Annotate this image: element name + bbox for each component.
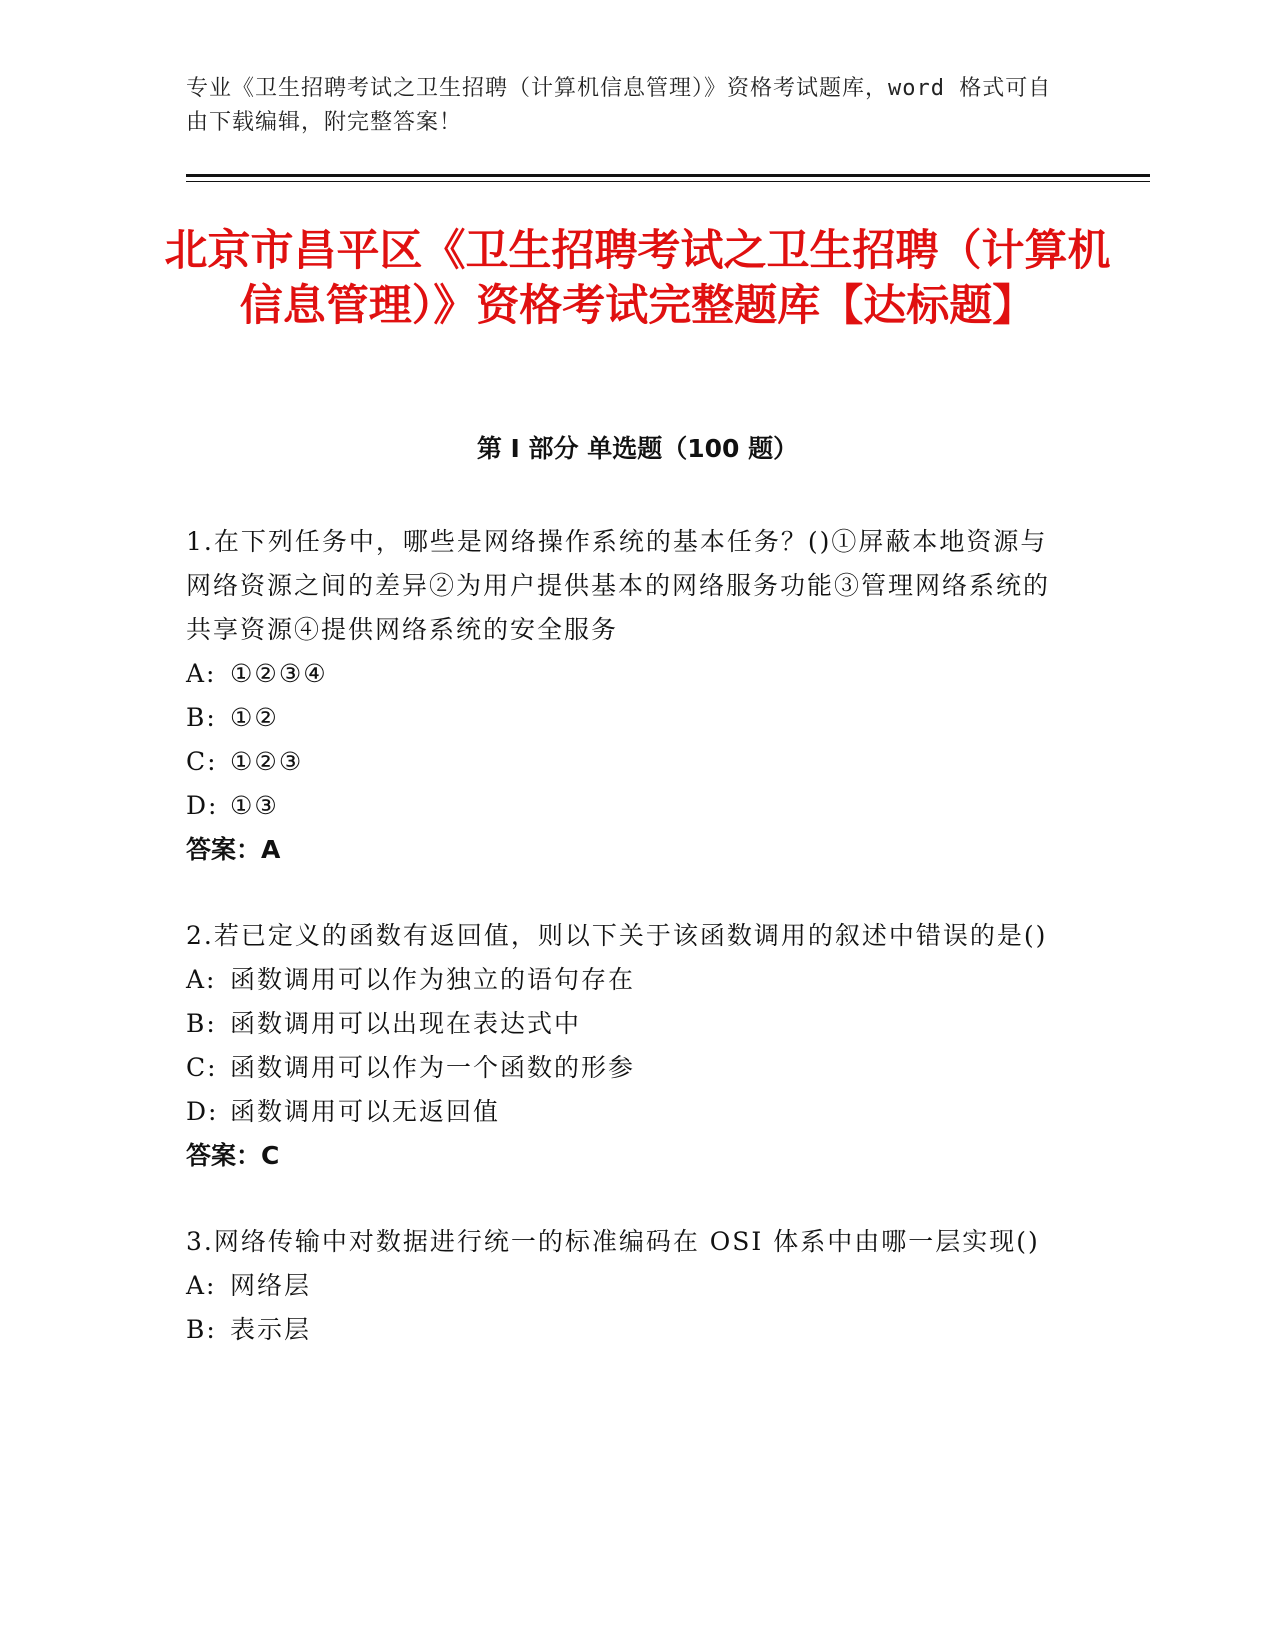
option-a [186, 958, 1066, 1002]
option-letter: A: [186, 965, 217, 994]
option-letter: D: [186, 791, 219, 820]
header-note: 专业《卫生招聘考试之卫生招聘（计算机信息管理）》资格考试题库，word 格式可自由下载编辑，附完整答案！ [186, 76, 1052, 135]
question-1 [186, 520, 1066, 872]
option-d [186, 784, 1066, 828]
option-text: 函数调用可以无返回值 [230, 1097, 501, 1126]
document-title: 北京市昌平区《卫生招聘考试之卫生招聘（计算机信息管理）》资格考试完整题库【达标题】 [164, 226, 1111, 331]
answer-line: 答案：C [186, 1141, 280, 1170]
question-3 [186, 1220, 1066, 1352]
question-stem: 2.若已定义的函数有返回值，则以下关于该函数调用的叙述中错误的是() [186, 921, 1048, 950]
question-2 [186, 914, 1066, 1178]
option-d [186, 1090, 1066, 1134]
option-a [186, 1264, 1066, 1308]
option-letter: B: [186, 703, 217, 732]
header-rule-thick [186, 174, 1150, 177]
option-text: ①②③ [230, 747, 304, 776]
answer-line: 答案：A [186, 835, 281, 864]
option-c [186, 1046, 1066, 1090]
section-heading: 第 I 部分 单选题（100 题） [476, 434, 799, 463]
option-b [186, 696, 1066, 740]
option-b [186, 1308, 1066, 1352]
option-letter: C: [186, 1053, 218, 1082]
option-text: 函数调用可以作为一个函数的形参 [230, 1053, 636, 1082]
option-b [186, 1002, 1066, 1046]
option-letter: D: [186, 1097, 219, 1126]
option-text: ①② [230, 703, 279, 732]
option-text: ①③ [230, 791, 279, 820]
option-letter: B: [186, 1315, 217, 1344]
question-stem: 3.网络传输中对数据进行统一的标准编码在 OSI 体系中由哪一层实现() [186, 1227, 1040, 1256]
question-stem: 1.在下列任务中，哪些是网络操作系统的基本任务？()①屏蔽本地资源与网络资源之间的差异②为用户提供基本的网络服务功能③管理网络系统的共享资源④提供网络系统的安全服务 [186, 527, 1051, 644]
option-text: 表示层 [230, 1315, 312, 1344]
option-letter: A: [186, 1271, 217, 1300]
option-text: ①②③④ [230, 659, 328, 688]
option-letter: A: [186, 659, 217, 688]
option-text: 函数调用可以出现在表达式中 [230, 1009, 582, 1038]
option-letter: C: [186, 747, 218, 776]
option-text: 网络层 [230, 1271, 312, 1300]
question-list [186, 520, 1066, 1394]
option-letter: B: [186, 1009, 217, 1038]
header-rule-thin [186, 181, 1150, 182]
option-a [186, 652, 1066, 696]
option-text: 函数调用可以作为独立的语句存在 [230, 965, 636, 994]
option-c [186, 740, 1066, 784]
